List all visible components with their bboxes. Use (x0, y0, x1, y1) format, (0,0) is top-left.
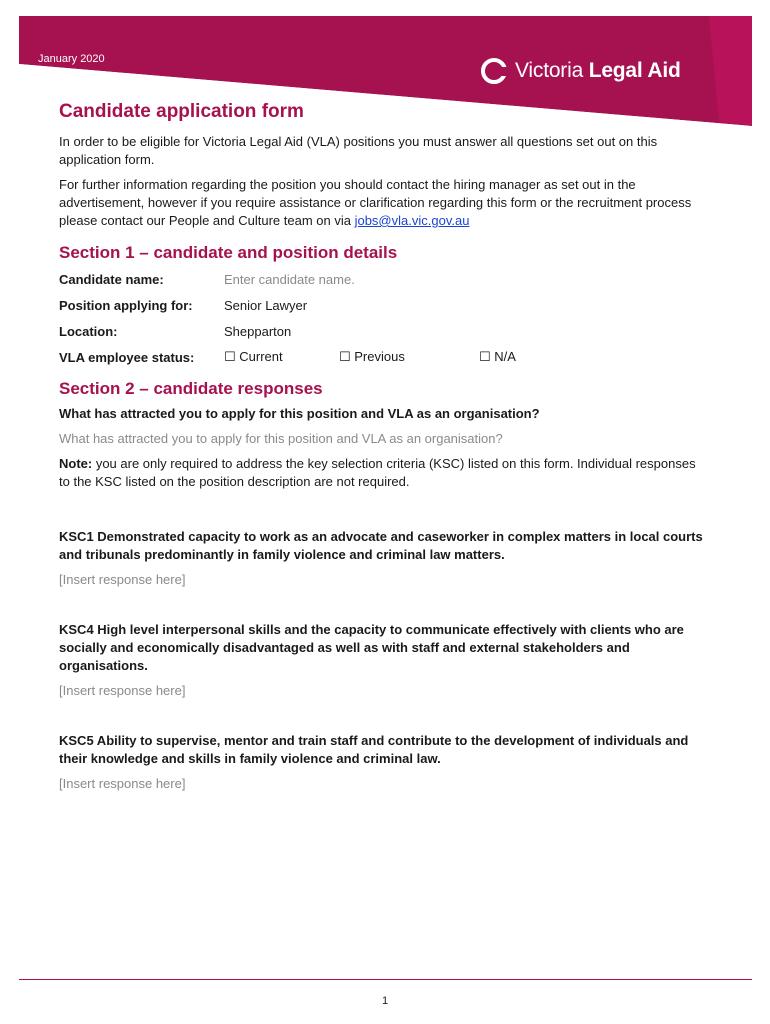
section-1-heading: Section 1 – candidate and position details (59, 243, 398, 262)
candidate-name-field[interactable]: Enter candidate name. (224, 271, 355, 287)
candidate-name-row (59, 266, 709, 292)
logo-text-bold: Legal Aid (588, 59, 681, 82)
ksc1-response-field[interactable]: [Insert response here] (59, 572, 186, 587)
ksc4-criterion: KSC4 High level interpersonal skills and the capacity to communicate effectively with clients who are socially and economically disadvantaged as well as with staff and external stakeholders and organisations. (59, 622, 684, 673)
location-value[interactable]: Shepparton (224, 323, 292, 339)
employee-status-label: VLA employee status: (59, 349, 195, 365)
intro-paragraph-2-text: For further information regarding the position you should contact the hiring manager as set out in the advertisement, however if you require assistance or clarification regarding this form or the recruitment process please contact our People and Culture team on via (59, 177, 692, 228)
footer-divider (19, 979, 752, 980)
ksc5-criterion: KSC5 Ability to supervise, mentor and train staff and contribute to the development of individuals and their knowledge and skills in family violence and criminal law. (59, 733, 689, 766)
attraction-response-field[interactable]: What has attracted you to apply for this position and VLA as an organisation? (59, 431, 503, 446)
vla-logo[interactable] (481, 52, 681, 90)
position-row (59, 292, 709, 318)
intro-paragraph-2 (59, 176, 709, 230)
note-paragraph (59, 455, 709, 491)
section-2-heading: Section 2 – candidate responses (59, 379, 323, 398)
status-na-checkbox[interactable]: ☐ N/A (479, 349, 516, 364)
status-previous-checkbox[interactable]: ☐ Previous (339, 349, 405, 364)
logo-text-regular: Victoria (515, 59, 584, 82)
note-text: you are only required to address the key selection criteria (KSC) listed on this form. Individual responses to the KSC listed on the position description are not required. (59, 456, 696, 489)
ksc4-response-field[interactable]: [Insert response here] (59, 683, 186, 698)
location-row (59, 318, 709, 344)
location-label: Location: (59, 323, 118, 339)
logo-text (515, 59, 681, 83)
status-current-checkbox[interactable]: ☐ Current (224, 349, 283, 364)
candidate-name-label: Candidate name: (59, 271, 164, 287)
position-value[interactable]: Senior Lawyer (224, 297, 308, 313)
note-label: Note: (59, 456, 93, 471)
form-content (59, 100, 709, 793)
employee-status-options (224, 349, 709, 365)
employee-status-row (59, 344, 709, 370)
ksc1-criterion: KSC1 Demonstrated capacity to work as an advocate and caseworker in complex matters in local courts and tribunals predominantly in family violence and criminal law matters. (59, 529, 703, 562)
document-date: January 2020 (38, 53, 105, 65)
attraction-question: What has attracted you to apply for this position and VLA as an organisation? (59, 406, 540, 421)
email-link[interactable]: jobs@vla.vic.gov.au (354, 213, 470, 228)
ksc5-response-field[interactable]: [Insert response here] (59, 776, 186, 791)
intro-paragraph-1: In order to be eligible for Victoria Legal Aid (VLA) positions you must answer all questions set out on this application form. (59, 134, 658, 167)
page-number: 1 (381, 995, 389, 1007)
position-label: Position applying for: (59, 297, 193, 313)
candidate-details-table (59, 266, 709, 370)
vla-ring-logo-icon (481, 58, 507, 84)
page-title: Candidate application form (59, 101, 304, 122)
